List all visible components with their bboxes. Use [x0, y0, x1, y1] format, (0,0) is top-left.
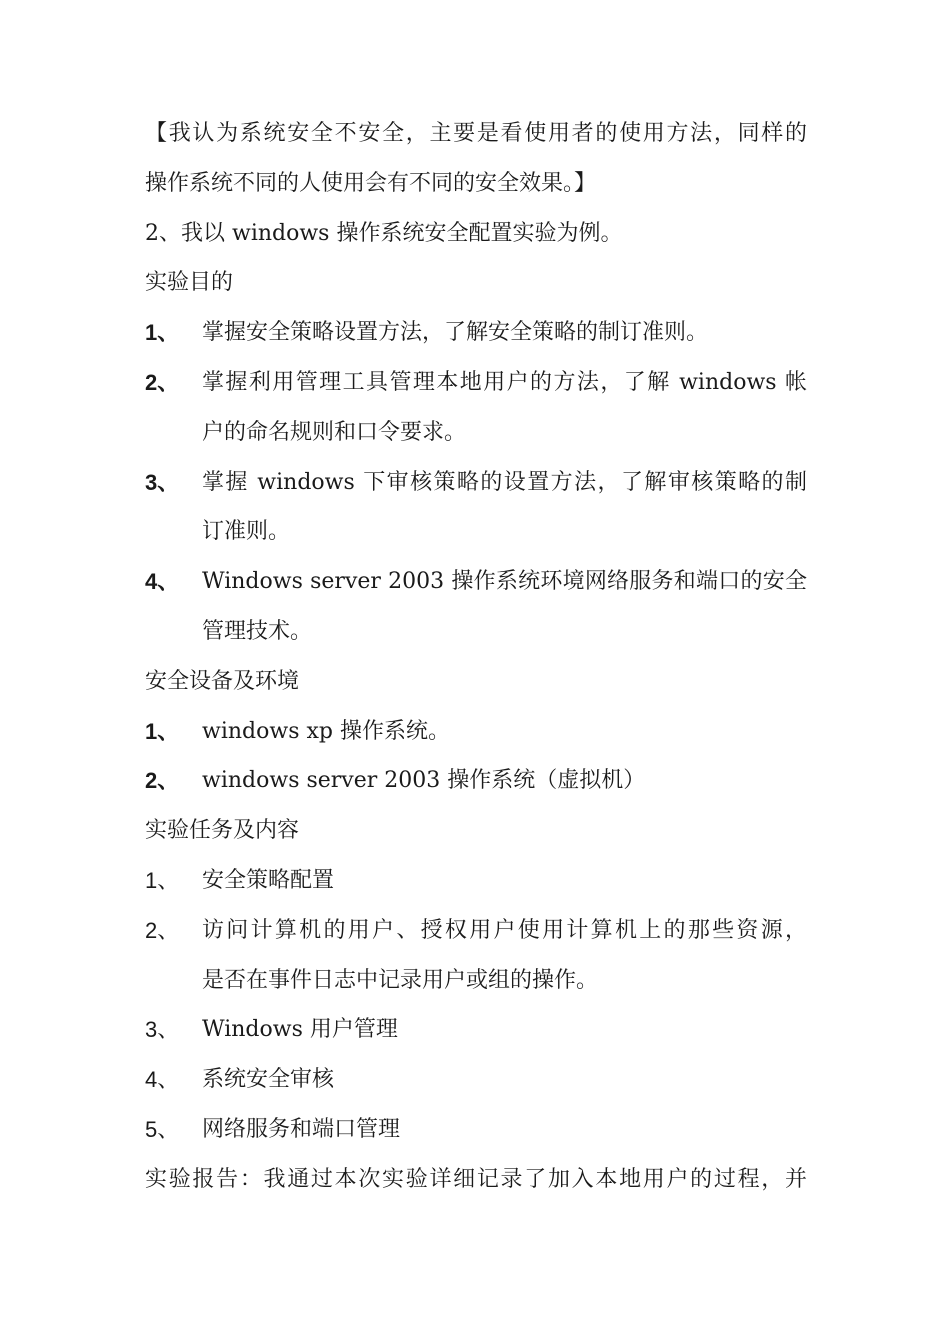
document-body [145, 109, 807, 1205]
list-text [202, 308, 807, 358]
list-text-line: 网络服务和端口管理 [202, 1116, 401, 1142]
intro-line-2: 操作系统不同的人使用会有不同的安全效果。】 [145, 170, 597, 196]
purpose-heading: 实验目的 [145, 270, 234, 296]
intro-line-1: 【我认为系统安全不安全，主要是看使用者的使用方法，同样的 [145, 121, 807, 146]
list-number: 1、 [145, 867, 180, 893]
env-heading: 安全设备及环境 [145, 668, 300, 694]
list-text-line: 掌握 windows 下审核策略的设置方法，了解审核策略的制 [202, 469, 807, 495]
list-text-line: 订准则。 [202, 519, 291, 545]
task-item-5 [145, 1105, 807, 1155]
list-number: 1、 [145, 320, 180, 346]
purpose-item-2 [145, 358, 807, 458]
list-text-line: 安全策略配置 [202, 867, 335, 893]
tasks-heading: 实验任务及内容 [145, 818, 300, 844]
list-number: 2、 [145, 917, 180, 943]
list-text [202, 1055, 807, 1105]
list-text-line: windows xp 操作系统。 [202, 718, 450, 744]
list-number: 4、 [145, 569, 180, 595]
list-text [202, 707, 807, 757]
purpose-item-4 [145, 557, 807, 657]
list-text [202, 557, 807, 657]
task-item-2 [145, 906, 807, 1006]
list-number: 3、 [145, 469, 180, 495]
list-text-line: 掌握安全策略设置方法，了解安全策略的制订准则。 [202, 320, 709, 346]
list-text [202, 458, 807, 558]
list-text-line: windows server 2003 操作系统（虚拟机） [202, 768, 646, 794]
purpose-item-1 [145, 308, 807, 358]
list-number: 2、 [145, 369, 180, 395]
list-text-line: 管理技术。 [202, 618, 313, 644]
list-text [202, 358, 807, 458]
task-item-3 [145, 1005, 807, 1055]
list-number: 1、 [145, 718, 180, 744]
report-line: 实验报告：我通过本次实验详细记录了加入本地用户的过程，并 [145, 1166, 807, 1192]
task-item-4 [145, 1055, 807, 1105]
list-number: 4、 [145, 1067, 180, 1093]
list-text [202, 856, 807, 906]
list-number: 2、 [145, 768, 180, 794]
list-text-line: 掌握利用管理工具管理本地用户的方法，了解 windows 帐 [202, 369, 807, 395]
env-item-2 [145, 756, 807, 806]
list-text-line: Windows 用户管理 [202, 1017, 398, 1043]
list-text-line: 户的命名规则和口令要求。 [202, 419, 467, 445]
list-text-line: Windows server 2003 操作系统环境网络服务和端口的安全 [202, 569, 807, 595]
list-text [202, 1005, 807, 1055]
list-text [202, 906, 807, 1006]
list-text-line: 访问计算机的用户、授权用户使用计算机上的那些资源， [202, 917, 807, 943]
list-text [202, 756, 807, 806]
purpose-item-3 [145, 458, 807, 558]
example-line: 2、我以 windows 操作系统安全配置实验为例。 [145, 220, 623, 246]
env-item-1 [145, 707, 807, 757]
list-text-line: 系统安全审核 [202, 1067, 335, 1093]
list-text-line: 是否在事件日志中记录用户或组的操作。 [202, 967, 599, 993]
task-item-1 [145, 856, 807, 906]
list-number: 3、 [145, 1017, 180, 1043]
list-text [202, 1105, 807, 1155]
list-number: 5、 [145, 1116, 180, 1142]
